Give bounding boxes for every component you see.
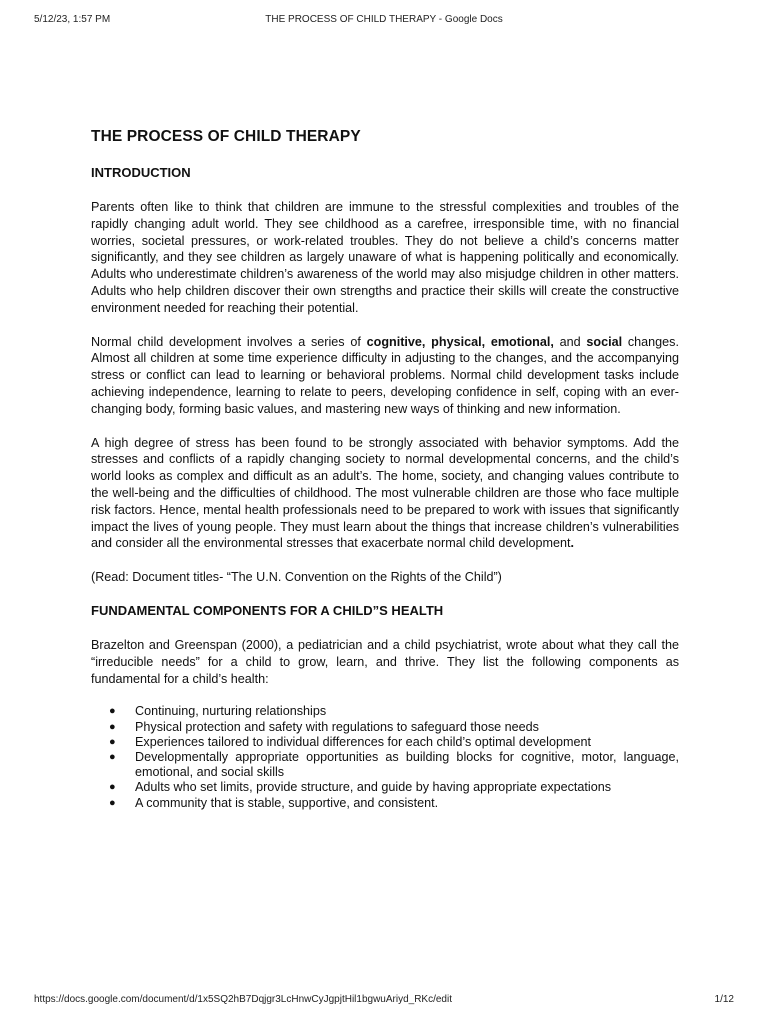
paragraph-text: A high degree of stress has been found to be strongly associated with behavior symptoms. Add the stresses and conflicts of a rapidly changing society to normal developmental concerns, and the child’s world looks as complex and difficult as an adult’s. The home, society, and changing values contribute to the well-being and the difficulties of childhood. The most vulnerable children are those who face multiple risk factors. Hence, mental health professionals need to be prepared to work with issues that significantly impact the lives of young people. They must learn about the things that increase children’s vulnerabilities and consider all the environmental stresses that exacerbate normal child development	[91, 435, 679, 551]
list-item	[109, 704, 679, 719]
list-item-text: Physical protection and safety with regulations to safeguard those needs	[135, 719, 539, 734]
document-title: THE PROCESS OF CHILD THERAPY	[91, 128, 361, 145]
list-item	[109, 720, 679, 735]
bullet-icon: ●	[109, 750, 116, 763]
bold-period: .	[570, 536, 575, 551]
intro-paragraph-2	[91, 334, 679, 418]
print-datetime: 5/12/23, 1:57 PM	[34, 14, 111, 25]
list-item	[109, 780, 679, 795]
intro-paragraph-1: Parents often like to think that children are immune to the stressful complexities and troubles of the rapidly changing adult world. They see childhood as a carefree, irresponsible time, with no financial worries, societal pressures, or work-related troubles. They do not believe a child’s concerns matter significantly, and they see children as largely unaware of what is happening politically and economically. Adults who underestimate children’s awareness of the world may also misjudge children in other matters. Adults who help children discover their own strengths and practice their skills will create the constructive environment needed for reaching their potential.	[91, 200, 679, 315]
bullet-icon: ●	[109, 705, 116, 718]
paragraph-text: and	[553, 334, 587, 349]
list-item-text: Adults who set limits, provide structure, and guide by having appropriate expectations	[135, 780, 612, 795]
list-item-text: Experiences tailored to individual differences for each child’s optimal development	[135, 734, 591, 749]
intro-paragraph-3	[91, 435, 679, 553]
components-intro-paragraph: Brazelton and Greenspan (2000), a pediatrician and a child psychiatrist, wrote about what they call the “irreducible needs” for a child to grow, learn, and thrive. They list the following components as fundamental for a child’s health:	[91, 637, 679, 686]
bullet-icon: ●	[109, 720, 116, 733]
list-item-text: Continuing, nurturing relationships	[135, 704, 327, 719]
list-item	[109, 735, 679, 750]
print-page-title: THE PROCESS OF CHILD THERAPY - Google Docs	[265, 14, 503, 25]
introduction-heading: INTRODUCTION	[91, 165, 191, 180]
bold-text: social	[586, 334, 623, 349]
bullet-icon: ●	[109, 781, 116, 794]
document-body	[91, 128, 679, 811]
print-header	[34, 14, 734, 30]
bullet-icon: ●	[109, 796, 116, 809]
list-item-text: A community that is stable, supportive, and consistent.	[135, 795, 439, 810]
list-item	[109, 796, 679, 811]
list-item	[109, 750, 679, 780]
bold-text: cognitive, physical, emotional,	[366, 334, 554, 349]
read-note: (Read: Document titles- “The U.N. Convention on the Rights of the Child”)	[91, 570, 502, 585]
paragraph-text: changes. Almost all children at some time experience difficulty in adjusting to the changes, and the accompanying stress or conflict can lead to learning or behavioral problems. Normal child development tasks include achieving independence, learning to relate to peers, developing confidence in self, coping with an ever-changing body, forming basic values, and mastering new ways of thinking and new information.	[91, 334, 679, 416]
page-number: 1/12	[714, 994, 734, 1005]
components-heading: FUNDAMENTAL COMPONENTS FOR A CHILD”S HEALTH	[91, 602, 444, 618]
bullet-icon: ●	[109, 735, 116, 748]
document-url: https://docs.google.com/document/d/1x5SQ2hB7Dqjgr3LcHnwCyJgpjtHil1bgwuAriyd_RKc/edit	[34, 994, 452, 1005]
paragraph-text: Normal child development involves a series of	[91, 334, 367, 349]
list-item-text: Developmentally appropriate opportunities as building blocks for cognitive, motor, language, emotional, and social skills	[135, 749, 679, 780]
print-footer	[34, 994, 734, 1010]
components-list	[91, 704, 679, 810]
